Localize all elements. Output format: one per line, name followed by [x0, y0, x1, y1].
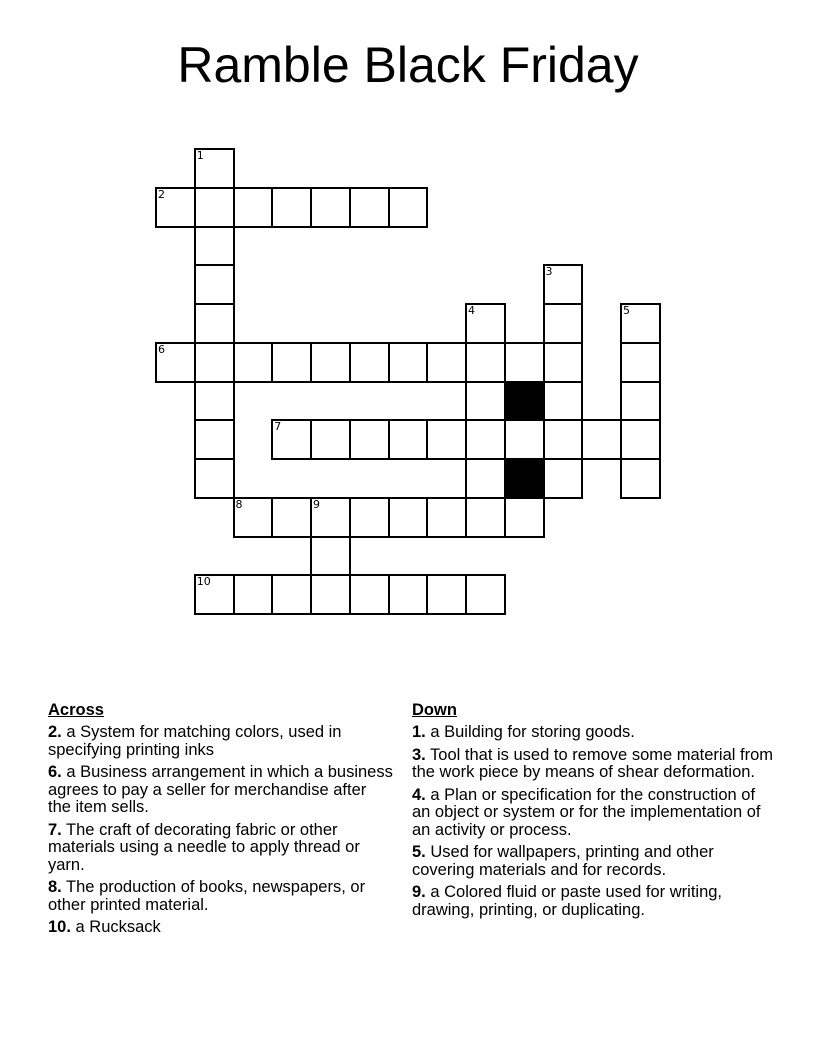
down-heading: Down: [412, 701, 457, 719]
clue-down-4: 4. a Plan or specification for the construction of an object or system or for the implementation of an activity or process.: [412, 785, 761, 839]
grid-cell[interactable]: [271, 497, 312, 538]
grid-cell[interactable]: [310, 187, 351, 228]
grid-cell[interactable]: [543, 419, 584, 460]
clue-down-3: 3. Tool that is used to remove some material from the work piece by means of shear deformation.: [412, 745, 774, 781]
grid-cell[interactable]: [465, 342, 506, 383]
clue-down-9: 9. a Colored fluid or paste used for writing, drawing, printing, or duplicating.: [412, 883, 723, 919]
grid-cell[interactable]: [543, 458, 584, 499]
clue-number: 5: [623, 304, 630, 317]
puzzle-title: Ramble Black Friday: [177, 37, 639, 93]
clue-number: 4: [468, 304, 475, 317]
grid-cell[interactable]: [504, 497, 545, 538]
grid-cell[interactable]: [581, 419, 622, 460]
grid-cell[interactable]: [465, 497, 506, 538]
grid-cell[interactable]: [194, 419, 235, 460]
clue-down-5: 5. Used for wallpapers, printing and other covering materials and for records.: [412, 843, 714, 879]
grid-cell[interactable]: [465, 419, 506, 460]
clue-number: 1: [196, 149, 204, 162]
grid-cell[interactable]: [349, 342, 390, 383]
grid-cell[interactable]: [349, 497, 390, 538]
clue-across-10: 10. a Rucksack: [48, 918, 161, 936]
grid-cell[interactable]: [194, 458, 235, 499]
clue-number: 10: [196, 575, 211, 589]
grid-cell[interactable]: [543, 342, 584, 383]
grid-cell[interactable]: [310, 536, 351, 577]
clue-number: 6: [158, 342, 165, 356]
grid-cell[interactable]: [504, 419, 545, 460]
grid-cell[interactable]: [194, 303, 235, 344]
clue-down-1: 1. a Building for storing goods.: [412, 723, 635, 741]
grid-cell[interactable]: [233, 342, 274, 383]
grid-cell[interactable]: [194, 574, 235, 615]
grid-cell[interactable]: [194, 342, 235, 383]
grid-cell[interactable]: [155, 187, 196, 228]
grid-cell[interactable]: [155, 342, 196, 383]
grid-cell[interactable]: [620, 419, 661, 460]
grid-cell[interactable]: [271, 574, 312, 615]
across-heading: Across: [48, 701, 104, 719]
clue-number: 3: [545, 265, 553, 279]
grid-cell[interactable]: [194, 148, 235, 189]
grid-cell[interactable]: [349, 574, 390, 615]
grid-cell[interactable]: [465, 303, 506, 344]
clue-across-7: 7. The craft of decorating fabric or other materials using a needle to apply thread or yarn.: [48, 820, 360, 874]
grid-cell[interactable]: [388, 342, 429, 383]
grid-cell[interactable]: [388, 419, 429, 460]
grid-cell[interactable]: [426, 497, 467, 538]
grid-cell[interactable]: [620, 303, 661, 344]
grid-cell[interactable]: [426, 419, 467, 460]
clue-number: 8: [235, 497, 243, 511]
grid-cell[interactable]: [271, 342, 312, 383]
grid-cell[interactable]: [465, 458, 506, 499]
grid-cell[interactable]: [388, 187, 429, 228]
grid-cell[interactable]: [194, 226, 235, 267]
grid-cell[interactable]: [349, 187, 390, 228]
grid-cell[interactable]: [349, 419, 390, 460]
black-cell: [504, 381, 545, 422]
clue-across-8: 8. The production of books, newspapers, or other printed material.: [48, 878, 366, 914]
grid-cell[interactable]: [233, 497, 274, 538]
grid-cell[interactable]: [388, 497, 429, 538]
grid-cell[interactable]: [233, 187, 274, 228]
grid-cell[interactable]: [504, 342, 545, 383]
grid-cell[interactable]: [271, 187, 312, 228]
clue-number: 2: [158, 187, 165, 201]
grid-cell[interactable]: [233, 574, 274, 615]
grid-cell[interactable]: [310, 419, 351, 460]
grid-cell[interactable]: [543, 381, 584, 422]
grid-cell[interactable]: [310, 497, 351, 538]
grid-cell[interactable]: [620, 342, 661, 383]
black-cell: [504, 458, 545, 499]
grid-cell[interactable]: [465, 381, 506, 422]
grid-cell[interactable]: [543, 303, 584, 344]
grid-cell[interactable]: [310, 342, 351, 383]
grid-cell[interactable]: [194, 264, 235, 305]
grid-cell[interactable]: [426, 342, 467, 383]
clue-across-6: 6. a Business arrangement in which a business agrees to pay a seller for merchandise after the item sells.: [48, 763, 393, 816]
grid-cell[interactable]: [620, 381, 661, 422]
grid-cell[interactable]: [388, 574, 429, 615]
grid-cell[interactable]: [194, 187, 235, 228]
grid-cell[interactable]: [194, 381, 235, 422]
grid-cell[interactable]: [271, 419, 312, 460]
grid-cell[interactable]: [465, 574, 506, 615]
clue-across-2: 2. a System for matching colors, used in specifying printing inks: [48, 723, 342, 759]
down-clues: [412, 700, 777, 924]
clue-number: 9: [313, 497, 320, 511]
grid-cell[interactable]: [543, 264, 584, 305]
grid-cell[interactable]: [620, 458, 661, 499]
grid-cell[interactable]: [426, 574, 467, 615]
clue-number: 7: [274, 420, 282, 434]
across-clues: [48, 700, 393, 942]
grid-cell[interactable]: [310, 574, 351, 615]
